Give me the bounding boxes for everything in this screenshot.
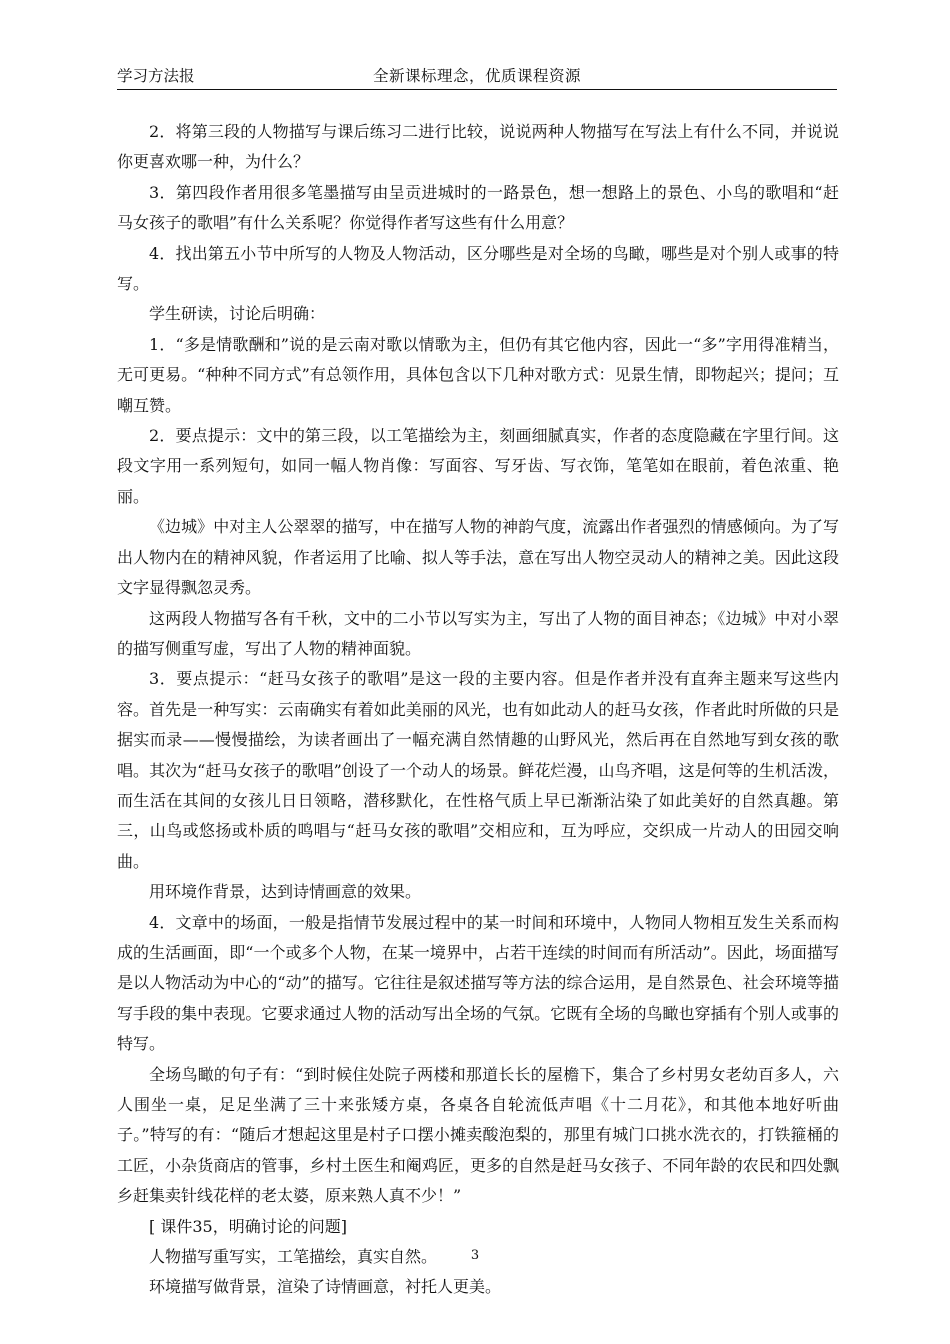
header-publication-name: 学习方法报 <box>117 67 195 85</box>
answer-2-comparison: 这两段人物描写各有千秋，文中的二小节以写实为主，写出了人物的面目神态；《边城》中对小翠的描写侧重写虚，写出了人物的精神面貌。 <box>117 608 839 658</box>
answer-3-summary: 用环境作背景，达到诗情画意的效果。 <box>149 882 422 902</box>
answer-3: 3．要点提示：“赶马女孩子的歌唱”是这一段的主要内容。但是作者并没有直奔主题来写这些内容。首先是一种写实：云南确实有着如此美丽的风光，也有如此动人的赶马女孩，作者此时所做的只是据实而录——慢慢描绘，为读者画出了一幅充满自然情趣的山野风光，然后再在自然地写到女孩的歌唱。其次为“赶马女孩子的歌唱”创设了一个动人的场景。鲜花烂漫，山鸟齐唱，这是何等的生机活泼，而生活在其间的女孩儿日日领略，潜移默化，在性格气质上早已渐渐沾染了如此美好的自然真趣。第三，山鸟或悠扬或朴质的鸣唱与“赶马女孩的歌唱”交相应和，互为呼应，交织成一片动人的田园交响曲。 <box>117 669 839 871</box>
conclusion-environment: 环境描写做背景，渲染了诗情画意，衬托人更美。 <box>149 1277 502 1297</box>
document-body <box>117 117 839 1303</box>
answer-4: 4．文章中的场面，一般是指情节发展过程中的某一时间和环境中，人物同人物相互发生关系而构成的生活画面，即“一个或多个人物，在某一境界中，占若干连续的时间而有所活动”。因此，场面描写是以人物活动为中心的“动”的描写。它往往是叙述描写等方法的综合运用，是自然景色、社会环境等描写手段的集中表现。它要求通过人物的活动写出全场的气氛。它既有全场的鸟瞰也穿插有个别人或事的特写。 <box>117 912 839 1054</box>
page-header <box>117 64 837 90</box>
conclusion-character: 人物描写重写实，工笔描绘，真实自然。 <box>149 1247 438 1267</box>
header-divider <box>117 89 837 90</box>
answer-2: 2．要点提示：文中的第三段，以工笔描绘为主，刻画细腻真实，作者的态度隐藏在字里行间。这段文字用一系列短句，如同一幅人物肖像：写面容、写牙齿、写衣饰，笔笔如在眼前，着色浓重、艳丽。 <box>117 426 839 506</box>
courseware-note: [ 课件35，明确讨论的问题] <box>149 1216 347 1236</box>
discussion-intro: 学生研读，讨论后明确： <box>149 304 326 324</box>
answer-4-examples: 全场鸟瞰的句子有：“到时候住处院子两楼和那道长长的屋檐下，集合了乡村男女老幼百多人，六人围坐一桌，足足坐满了三十来张矮方桌，各桌各自轮流低声唱《十二月花》，和其他本地好听曲子。”特写的有：“随后才想起这里是村子口摆小摊卖酸泡梨的，那里有城门口挑水洗衣的，打铁箍桶的工匠，小杂货商店的管事，乡村土医生和阉鸡匠，更多的自然是赶马女孩子、不同年龄的农民和四处飘乡赶集卖针线花样的老太婆，原来熟人真不少！” <box>117 1064 839 1206</box>
answer-1: 1．“多是情歌酬和”说的是云南对歌以情歌为主，但仍有其它他内容，因此一“多”字用得准精当，无可更易。“种种不同方式”有总领作用，具体包含以下几种对歌方式：见景生情，即物起兴；提问；互嘲互赞。 <box>117 334 839 415</box>
header-slogan: 全新课标理念，优质课程资源 <box>372 67 581 85</box>
question-2: 2．将第三段的人物描写与课后练习二进行比较，说说两种人物描写在写法上有什么不同，并说说你更喜欢哪一种，为什么？ <box>117 122 839 172</box>
question-4: 4．找出第五小节中所写的人物及人物活动，区分哪些是对全场的鸟瞰，哪些是对个别人或事的特写。 <box>117 243 839 294</box>
answer-2-biancheng: 《边城》中对主人公翠翠的描写，中在描写人物的神韵气度，流露出作者强烈的情感倾向。为了写出人物内在的精神风貌，作者运用了比喻、拟人等手法，意在写出人物空灵动人的精神之美。因此这段文字显得飘忽灵秀。 <box>117 517 839 598</box>
page-number: 3 <box>470 1248 480 1263</box>
question-3: 3．第四段作者用很多笔墨描写由呈贡进城时的一路景色，想一想路上的景色、小鸟的歌唱和“赶马女孩子的歌唱”有什么关系呢？你觉得作者写这些有什么用意？ <box>117 182 839 233</box>
